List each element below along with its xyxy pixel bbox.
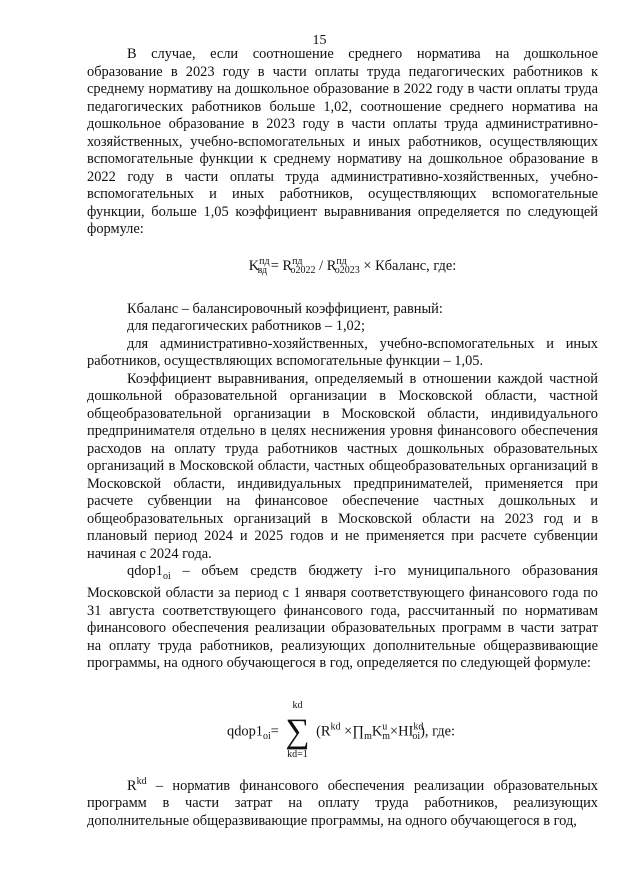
paragraph-condition: В случае, если соотношение среднего норматива на дошкольное образование в 2023 году в части оплаты труда педагогических работников к среднему нормативу на дошкольное образование в 2022 году в части оплаты труда педагогических работников больше 1,02, соотношение среднего норматива на дошкольное образование в 2023 году в части оплаты труда административно-хозяйственных, учебно-вспомогательных и иных работников, осуществляющих вспомогательные функции к среднему нормативу на дошкольное образование в 2022 году в части оплаты труда административно-хозяйственных, учебно-вспомогательных и иных работников, осуществляющих вспомогательные функции, больше 1,05 коэффициент выравнивания определяется по следующей формуле:	[87, 46, 598, 237]
formula-qdop1: $qdop1_{oi}=$ kd ∑ kd=1 ($R^{kd}$ $\times\prod_mK^u_m\times HI^{kd}_{oi}$), где:	[227, 699, 456, 761]
paragraph-equalization-application: Коэффициент выравнивания, определяемый в отношении каждой частной дошкольной образовательной организации в Московской области, частной общеобразовательной организации в Московской области, индивидуального предпринимателя отдельно в целях неснижения уровня финансового обеспечения расходов на оплату труда работников частных дошкольных образовательных организаций в Московской области, частных общеобразовательных организаций в Московской области, индивидуальных предпринимателей, применяется при расчете субвенции на финансовое обеспечение частных дошкольных и общеобразовательных организаций в Московской области на 2023 год и в плановый период 2024 и 2025 годов и не применяется при расчете субвенции начиная с 2024 года.	[87, 370, 598, 562]
paragraph-balance-coefficient: Кбаланс – балансировочный коэффициент, равный:	[127, 300, 443, 317]
paragraph-qdop1-definition: $qdop1_{oi}$ – объем средств бюджету i-го муниципального образования Московской области за период с 1 января соответствующего финансового года по 31 августа соответствующего финансового года, рассчитанный по нормативам финансового обеспечения реализации образовательных программ в части затрат на оплату труда работников, реализующих дополнительные общеразвивающие программы, на одного обучающегося в год, определяется по следующей формуле:	[87, 563, 598, 672]
paragraph-administrative-value: для административно-хозяйственных, учебно-вспомогательных и иных работников, осуществляющих вспомогательные функции – 1,05.	[87, 335, 598, 369]
summation-sign: kd ∑ kd=1	[285, 699, 310, 761]
page-number: 15	[312, 33, 327, 48]
document-body	[87, 46, 598, 830]
formula-equalization-coefficient: $K^{пд}_{вд} = R^{пд}_{o2022} / R^{пд}_{o2023}$ × Кбаланс, где:	[248, 255, 457, 277]
paragraph-rkd-definition: $R^{kd}$ – норматив финансового обеспечения реализации образовательных программ в части затрат на оплату труда работников, реализующих дополнительные общеразвивающие программы, на одного обучающегося в год,	[87, 775, 598, 829]
paragraph-pedagogical-value: для педагогических работников – 1,02;	[127, 318, 365, 334]
